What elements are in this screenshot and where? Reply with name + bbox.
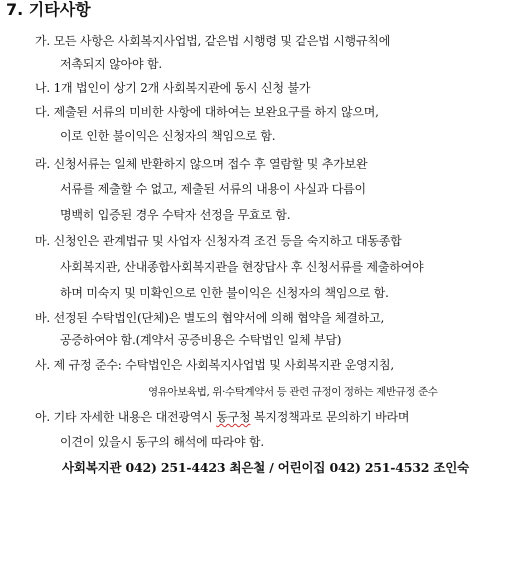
item-ma-line-3: 하며 미숙지 및 미확인으로 인한 불이익은 신청자의 책임으로 함.	[60, 286, 389, 300]
item-ra-line-3: 명백히 입증된 경우 수탁자 선정을 무효로 함.	[60, 208, 291, 222]
item-na-line-1: 나. 1개 법인이 상기 2개 사회복지관에 동시 신청 불가	[35, 81, 311, 95]
item-ma-line-1: 마. 신청인은 관계법규 및 사업자 신청자격 조건 등을 숙지하고 대동종합	[35, 234, 402, 248]
item-a-line-1	[35, 409, 409, 425]
item-sa-line-1: 사. 제 규정 준수: 수탁법인은 사회복지사업법 및 사회복지관 운영지침,	[35, 358, 394, 372]
item-ga-line-2: 저촉되지 않아야 함.	[60, 57, 162, 71]
item-ba-line-1: 바. 선정된 수탁법인(단체)은 별도의 협약서에 의해 협약을 체결하고,	[35, 311, 385, 325]
item-da-line-2: 이로 인한 불이익은 신청자의 책임으로 함.	[60, 129, 276, 143]
spellcheck-underlined-word: 동구청	[216, 410, 251, 424]
contact-line: 사회복지관 042) 251-4423 최은철 / 어린이집 042) 251-4532 조인숙	[62, 460, 470, 475]
item-sa-line-2: 영유아보육법, 위·수탁계약서 등 관련 규정이 정하는 제반규정 준수	[148, 386, 438, 398]
item-a-line-1-end: 복지정책과로 문의하기 바라며	[250, 410, 410, 424]
item-da-line-1: 다. 제출된 서류의 미비한 사항에 대하여는 보완요구를 하지 않으며,	[35, 105, 379, 119]
item-ma-line-2: 사회복지관, 산내종합사회복지관을 현장답사 후 신청서류를 제출하여야	[60, 260, 424, 274]
item-ra-line-1: 라. 신청서류는 일체 반환하지 않으며 접수 후 열람할 및 추가보완	[35, 157, 368, 171]
item-a-line-1-start: 아. 기타 자세한 내용은 대전광역시	[35, 410, 217, 424]
item-a-line-2: 이견이 있을시 동구의 해석에 따라야 함.	[60, 435, 264, 449]
section-title: 7. 기타사항	[6, 0, 91, 19]
item-ra-line-2: 서류를 제출할 수 없고, 제출된 서류의 내용이 사실과 다름이	[60, 182, 366, 196]
item-ga-line-1: 가. 모든 사항은 사회복지사업법, 같은법 시행령 및 같은법 시행규칙에	[35, 34, 391, 48]
item-ba-line-2: 공증하여야 함.(계약서 공증비용은 수탁법인 일체 부담)	[60, 333, 342, 347]
